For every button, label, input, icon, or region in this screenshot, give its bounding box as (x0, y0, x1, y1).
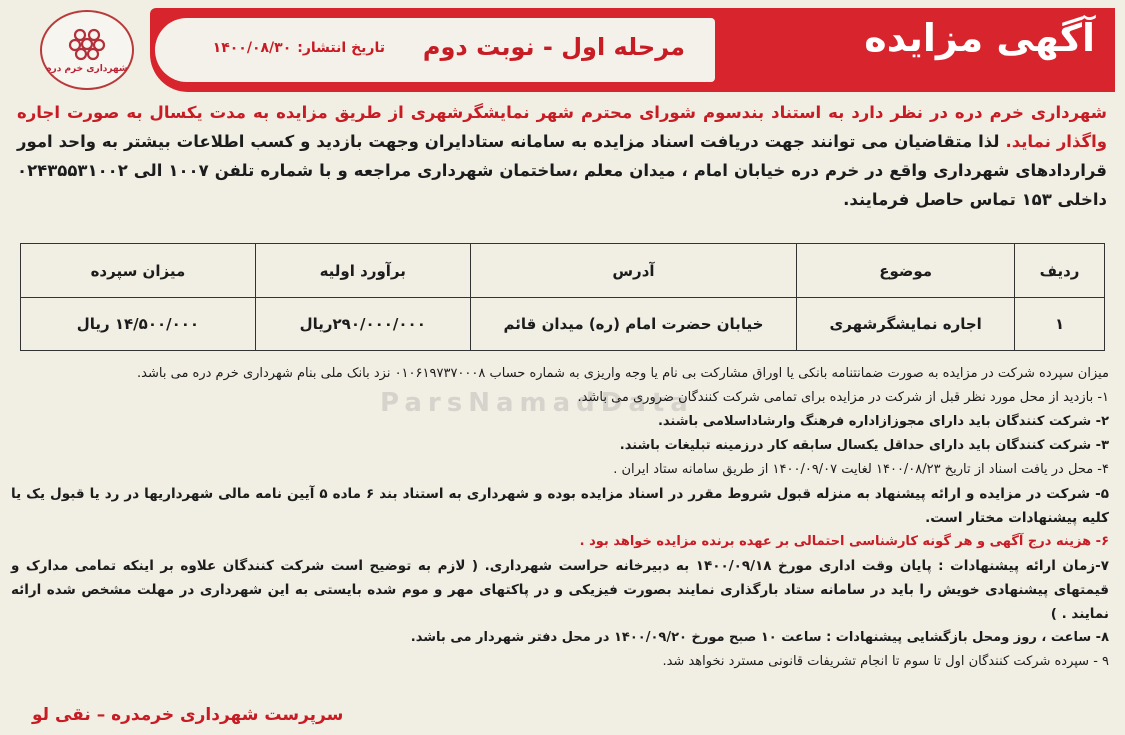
municipality-logo (40, 10, 134, 90)
auction-items-table (20, 243, 1105, 351)
term-item: ۱- بازدید از محل مورد نظر قبل از شرکت در مزایده برای تمامی شرکت کنندگان ضروری می باشد. (577, 390, 1109, 405)
cell-row-number: ۱ (1015, 298, 1105, 351)
cell-subject: اجاره نمایشگرشهری (797, 298, 1015, 351)
term-item: ۵- شرکت در مزایده و ارائه پیشنهاد به منزله قبول شروط مقرر در اسناد مزایده بوده و شهرداری به استناد بند ۶ ماده ۵ آیین نامه مالی شهرداریها در رد یا قبول یک یا کلیه پیشنهادات مختار است. (11, 486, 1109, 526)
publish-date-label: تاریخ انتشار: (297, 40, 385, 56)
term-item: ۶- هزینه درج آگهی و هر گونه کارشناسی احتمالی بر عهده برنده مزایده خواهد بود . (579, 534, 1109, 549)
watermark: ParsNamadData (380, 388, 694, 418)
notice-title: آگهی مزایده (864, 16, 1095, 60)
header-address: آدرس (470, 244, 797, 298)
publish-date (213, 40, 385, 56)
term-item: ۷-زمان ارائه پیشنهادات : پایان وقت اداری مورخ ۱۴۰۰/۰۹/۱۸ به دبیرخانه حراست شهرداری. ( لازم به توضیح است شرکت کنندگان علاوه بر اینکه تمامی مدارک و قیمتهای پیشنهادی خویش را باید در سامانه ستاد بارگذاری نمایند بصورت فیزیکی و در پاکتهای مهر و موم شده بایستی به این شهرداری در مهلت مشخص شده ارائه نمایند . ) (11, 558, 1109, 622)
cell-initial-estimate: ۲۹۰/۰۰۰/۰۰۰ریال (255, 298, 470, 351)
table-row (21, 298, 1105, 351)
signature: سرپرست شهرداری خرمدره – نقی لو (32, 705, 344, 725)
term-item: ۹ - سپرده شرکت کنندگان اول تا سوم تا انجام تشریفات قانونی مسترد نخواهد شد. (662, 654, 1109, 669)
cell-address: خیابان حضرت امام (ره) میدان قائم (470, 298, 797, 351)
intro-rest: لذا متقاضیان می توانند جهت دریافت اسناد مزایده به سامانه ستادایران وجهت بازدید و کسب اطلاعات بیشتر به واحد امور قراردادهای شهرداری واقع در خرم دره خیابان امام ، میدان معلم ،ساختمان شهرداری مراجعه و با شماره تلفن ۱۰۰۷ الی ۰۲۴۳۵۵۳۱۰۰۲ داخلی ۱۵۳ تماس حاصل فرمایند. (17, 132, 1107, 209)
publish-date-value: ۱۴۰۰/۰۸/۳۰ (212, 40, 292, 56)
term-item: ۴- محل در یافت اسناد از تاریخ ۱۴۰۰/۰۸/۲۳ لغایت ۱۴۰۰/۰۹/۰۷ از طریق سامانه ستاد ایران . (613, 462, 1109, 477)
logo-text: شهرداری خرم دره (46, 64, 128, 74)
deposit-note: میزان سپرده شرکت در مزایده به صورت ضمانتنامه بانکی یا اوراق مشارکت بی نام یا وجه واریزی به شماره حساب ۰۱۰۶۱۹۷۳۷۰۰۰۸ نزد بانک ملی بنام شهرداری خرم دره می باشد. (137, 366, 1109, 381)
intro-lead: شهرداری خرم دره در نظر دارد به استناد بندسوم شورای محترم شهر نمایشگرشهری از طریق مزایده به مدت یکسال به صورت اجاره واگذار نماید. (17, 103, 1108, 151)
header-subject: موضوع (797, 244, 1015, 298)
header-row-number: ردیف (1015, 244, 1105, 298)
header-deposit: میزان سپرده (21, 244, 256, 298)
notice-stage: مرحله اول - نوبت دوم (422, 33, 685, 61)
table-header-row (21, 244, 1105, 298)
header-initial-estimate: برآورد اولیه (255, 244, 470, 298)
term-item: ۳- شرکت کنندگان باید دارای حداقل یکسال سابقه کار درزمینه تبلیغات باشند. (619, 438, 1109, 453)
flower-logo-icon (67, 26, 107, 62)
terms-list (11, 362, 1109, 674)
term-item: ۲- شرکت کنندگان باید دارای مجوزازاداره فرهنگ وارشاداسلامی باشند. (657, 414, 1109, 429)
cell-deposit: ۱۴/۵۰۰/۰۰۰ ریال (21, 298, 256, 351)
intro-paragraph (17, 98, 1107, 214)
term-item: ۸- ساعت ، روز ومحل بازگشایی پیشنهادات : ساعت ۱۰ صبح مورخ ۱۴۰۰/۰۹/۲۰ در محل دفتر شهردار می باشد. (410, 630, 1109, 645)
